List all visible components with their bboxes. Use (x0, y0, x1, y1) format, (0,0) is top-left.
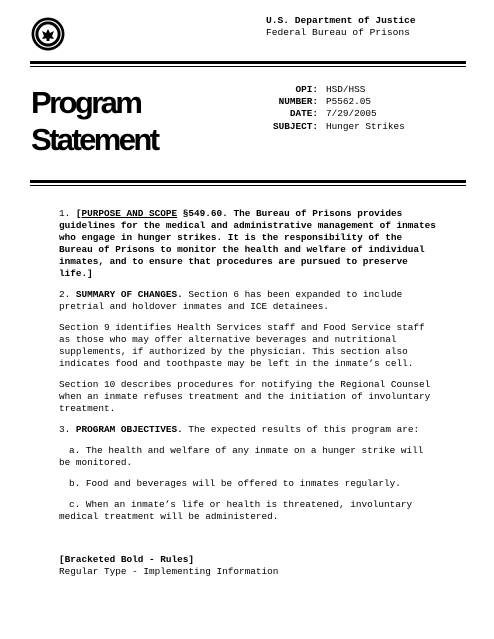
meta-key: DATE: (289, 108, 318, 120)
type-legend (59, 554, 278, 578)
meta-value: 7/29/2005 (326, 108, 377, 120)
paragraph-section-9: Section 9 identifies Health Services staff and Food Service staff as those who may offer alternative beverages and nutritional supplements, if authorized by the physician. This section also indicates food and toothpaste may be left in the inmate’s cell. (59, 322, 425, 369)
mid-rule-thin (30, 185, 466, 186)
legend-bold-line: [Bracketed Bold - Rules] (59, 554, 195, 565)
paragraph-text: The expected results of this program are: (182, 424, 420, 435)
paragraph-text: The Bureau of Prisons provides guidelines for the medical and administrative management of inmates who engage in hunger strikes. It is the responsibility of the Bureau of Prisons to monitor the health and welfare of individual inmates, and to ensure that procedures are pursued to preserve life.] (59, 208, 436, 279)
meta-key: OPI: (295, 84, 318, 95)
paragraph-section-10: Section 10 describes procedures for notifying the Regional Counsel when an inmate refuses treatment and the initiation of involuntary treatment. (59, 379, 431, 414)
title-line-2: Statement (31, 122, 158, 157)
meta-value: HSD/HSS (326, 84, 366, 95)
document-meta (248, 84, 405, 133)
meta-row-subject (248, 121, 405, 133)
meta-row-number (248, 96, 405, 108)
list-item: b. Food and beverages will be offered to inmates regularly. (69, 478, 401, 489)
meta-row-date (248, 108, 405, 120)
top-rule-thin (30, 66, 466, 67)
list-item: c. When an inmate’s life or health is threatened, involuntary medical treatment will be administered. (59, 499, 413, 522)
title-line-1: Program (31, 85, 141, 120)
meta-row-opi (248, 84, 405, 96)
list-item: a. The health and welfare of any inmate on a hunger strike will be monitored. (59, 445, 424, 468)
top-rule-thick (30, 61, 466, 64)
bureau-name: Federal Bureau of Prisons (266, 27, 410, 38)
paragraph-objectives (59, 424, 439, 436)
paragraph-text: Section 6 has been expanded to include pretrial and holdover inmates and ICE detainees. (59, 289, 403, 312)
department-name: U.S. Department of Justice (266, 15, 416, 26)
doj-seal-icon (31, 17, 65, 51)
bracket-open: [ (75, 208, 82, 219)
legend-regular-line: Regular Type - Implementing Information (59, 566, 279, 577)
paragraph-summary (59, 289, 439, 313)
meta-key: SUBJECT: (272, 120, 318, 132)
document-body (59, 208, 439, 532)
section-heading: SUMMARY OF CHANGES. (75, 289, 183, 300)
agency-header (266, 15, 416, 39)
paragraph-number: 3. (59, 424, 76, 435)
paragraph-purpose (59, 208, 439, 280)
section-reference: §549.60. (177, 208, 228, 219)
section-heading: PURPOSE AND SCOPE (81, 208, 178, 219)
meta-key: NUMBER: (278, 96, 318, 108)
page-title (31, 84, 157, 158)
paragraph-number: 2. (59, 289, 76, 300)
mid-rule-thick (30, 180, 466, 183)
meta-value: Hunger Strikes (326, 120, 405, 132)
paragraph-number: 1. (59, 208, 76, 219)
meta-value: P5562.05 (326, 96, 372, 108)
section-heading: PROGRAM OBJECTIVES. (75, 424, 183, 435)
